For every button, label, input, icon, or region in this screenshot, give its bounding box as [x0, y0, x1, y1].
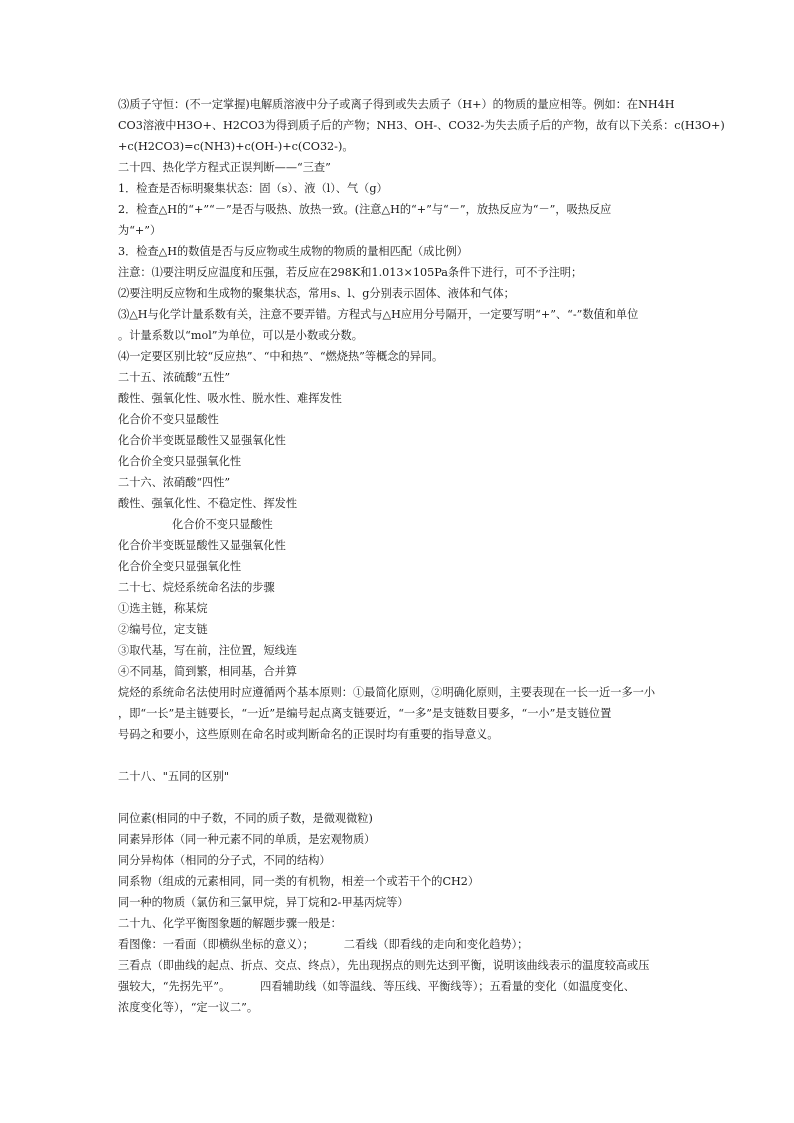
section-26-heading: 二十六、浓硝酸“四性”: [118, 476, 231, 489]
check-item-2-cont: 为“+”）: [118, 224, 162, 237]
section-27-heading: 二十七、烷烃系统命名法的步骤: [118, 581, 275, 594]
check-item-1: 1．检查是否标明聚集状态：固（s）、液（l）、气（g）: [118, 182, 388, 195]
naming-principle-line-1: 烷烃的系统命名法使用时应遵循两个基本原则：①最简化原则，②明确化原则，主要表现在一长一近一多一小: [118, 686, 656, 699]
nitric-valence-1: 化合价不变只显酸性: [172, 518, 273, 531]
section-28-heading: 二十八、"五同的区别": [118, 770, 229, 783]
section-24-heading: 二十四、热化学方程式正误判断——“三查”: [118, 161, 331, 174]
isotope-definition: 同位素(相同的中子数，不同的质子数，是微观微粒): [118, 812, 373, 825]
proton-conservation-line-3: +c(H2CO3)=c(NH3)+c(OH-)+c(CO32-)。: [118, 140, 354, 153]
nitric-valence-2: 化合价半变既显酸性又显强氧化性: [118, 539, 286, 552]
first-turn-first-equilibrium: 强较大，“先拐先平”。: [118, 980, 231, 993]
homolog-definition: 同系物（组成的元素相同，同一类的有机物，相差一个或若干个的CH2）: [118, 875, 480, 888]
blank-line: [118, 745, 684, 766]
proton-conservation-line-2: CO3溶液中H3O+、H2CO3为得到质子后的产物；NH3、OH-、CO32-为失去质子后的产物，故有以下关系：c(H3O+): [118, 119, 725, 132]
section-25-heading: 二十五、浓硫酸“五性”: [118, 371, 231, 384]
naming-step-4: ④不同基，简到繁，相同基，合并算: [118, 665, 298, 678]
section-29-heading: 二十九、化学平衡图象题的解题步骤一般是：: [118, 917, 342, 930]
graph-steps-line-1: [118, 934, 684, 955]
note-4: ⑷一定要区别比较“反应热”、“中和热”、“燃烧热”等概念的异同。: [118, 350, 444, 363]
blank-line: [118, 787, 684, 808]
graph-steps-line-4: 浓度变化等），“定一议二”。: [118, 1001, 259, 1014]
step-look-auxiliary: 四看辅助线（如等温线、等压线、平衡线等）；五看量的变化（如温度变化、: [260, 980, 635, 993]
check-item-3: 3．检查△H的数值是否与反应物或生成物的物质的量相匹配（成比例）: [118, 245, 468, 258]
isomer-definition: 同分异构体（相同的分子式，不同的结构）: [118, 854, 331, 867]
graph-steps-line-2: 三看点（即曲线的起点、折点、交点、终点），先出现拐点的则先达到平衡，说明该曲线表示的温度较高或压: [118, 959, 650, 972]
nitric-valence-3: 化合价全变只显强氧化性: [118, 560, 242, 573]
note-2: ⑵要注明反应物和生成物的聚集状态，常用s、l、g分别表示固体、液体和气体；: [118, 287, 515, 300]
same-substance-definition: 同一种的物质（氯仿和三氯甲烷，异丁烷和2-甲基丙烷等）: [118, 896, 409, 909]
note-3: ⑶△H与化学计量系数有关，注意不要弄错。方程式与△H应用分号隔开，一定要写明“+”、“-”数值和单位: [118, 308, 639, 321]
graph-steps-line-3: [118, 976, 684, 997]
naming-step-1: ①选主链，称某烷: [118, 602, 208, 615]
note-1: 注意：⑴要注明反应温度和压强，若反应在298K和1.013×105Pa条件下进行，可不予注明；: [118, 266, 583, 279]
proton-conservation-line-1: ⑶质子守恒：(不一定掌握)电解质溶液中分子或离子得到或失去质子（H+）的物质的量应相等。例如：在NH4H: [118, 98, 675, 111]
note-3-cont: 。计量系数以“mol”为单位，可以是小数或分数。: [118, 329, 363, 342]
naming-step-3: ③取代基，写在前，注位置，短线连: [118, 644, 298, 657]
naming-principle-line-2: ，即“一长”是主链要长，“一近”是编号起点离支链要近，“一多”是支链数目要多，“一小”是支链位置: [118, 707, 612, 720]
sulfuric-acid-properties: 酸性、强氧化性、吸水性、脱水性、难挥发性: [118, 392, 342, 405]
sulfuric-valence-2: 化合价半变既显酸性又显强氧化性: [118, 434, 286, 447]
sulfuric-valence-3: 化合价全变只显强氧化性: [118, 455, 242, 468]
naming-principle-line-3: 号码之和要小，这些原则在命名时或判断命名的正误时均有重要的指导意义。: [118, 728, 499, 741]
allotrope-definition: 同素异形体（同一种元素不同的单质，是宏观物质）: [118, 833, 376, 846]
step-look-plane: 看图像：一看面（即横纵坐标的意义）；: [118, 938, 314, 951]
sulfuric-valence-1: 化合价不变只显酸性: [118, 413, 219, 426]
check-item-2: 2．检查△H的“+”“－”是否与吸热、放热一致。(注意△H的“+”与“－”，放热反应为“－”，吸热反应: [118, 203, 612, 216]
step-look-line: 二看线（即看线的走向和变化趋势）；: [343, 938, 529, 951]
document-page: [118, 94, 725, 1018]
nitric-acid-properties: 酸性、强氧化性、不稳定性、挥发性: [118, 497, 298, 510]
naming-step-2: ②编号位，定支链: [118, 623, 208, 636]
